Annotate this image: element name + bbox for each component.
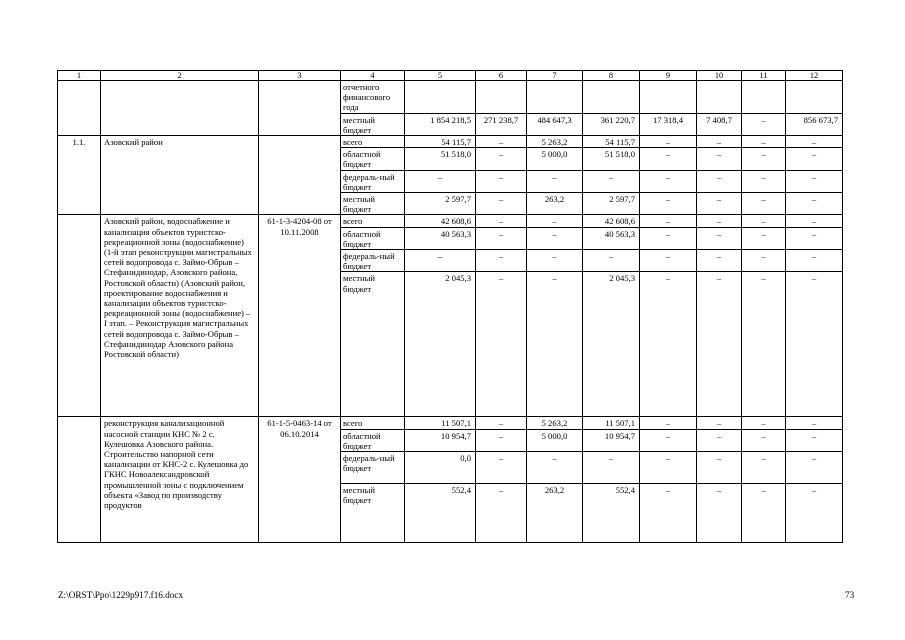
row-number xyxy=(58,215,101,417)
funding-source: областной бюджет xyxy=(341,227,405,249)
funding-source: местный бюджет xyxy=(341,484,405,543)
value-col-5: 42 608,6 xyxy=(405,215,476,227)
value-col-5: 2 597,7 xyxy=(405,193,476,215)
funding-source: областной бюджет xyxy=(341,148,405,170)
value-col-11 xyxy=(742,81,786,114)
value-col-6: – xyxy=(476,148,527,170)
value-col-12: – xyxy=(786,170,843,192)
value-col-10: – xyxy=(697,272,742,417)
row-number xyxy=(58,417,101,543)
column-header-12: 12 xyxy=(786,71,843,81)
column-header-1: 1 xyxy=(58,71,101,81)
value-col-11: – xyxy=(742,429,786,451)
row-number: 1.1. xyxy=(58,136,101,215)
value-col-5: 10 954,7 xyxy=(405,429,476,451)
value-col-6: – xyxy=(476,429,527,451)
table-row xyxy=(58,417,843,429)
funding-source: федераль-ный бюджет xyxy=(341,250,405,272)
value-col-7: 5 000,0 xyxy=(527,148,583,170)
value-col-7: 5 000,0 xyxy=(527,429,583,451)
value-col-8: – xyxy=(583,250,640,272)
value-col-9: – xyxy=(640,484,697,543)
value-col-10 xyxy=(697,81,742,114)
value-col-7: – xyxy=(527,452,583,484)
value-col-11: – xyxy=(742,113,786,135)
value-col-11: – xyxy=(742,272,786,417)
value-col-7: – xyxy=(527,227,583,249)
registration-code xyxy=(259,136,341,215)
value-col-12: – xyxy=(786,215,843,227)
budget-table xyxy=(57,70,843,543)
value-col-8: 2 597,7 xyxy=(583,193,640,215)
registration-code: 61-1-3-4204-08 от 10.11.2008 xyxy=(259,215,341,417)
value-col-8: 552,4 xyxy=(583,484,640,543)
value-col-8: 51 518,0 xyxy=(583,148,640,170)
value-col-12: – xyxy=(786,452,843,484)
funding-source: областной бюджет xyxy=(341,429,405,451)
value-col-12 xyxy=(786,81,843,114)
value-col-7 xyxy=(527,81,583,114)
value-col-5: 0,0 xyxy=(405,452,476,484)
value-col-7: 5 263,2 xyxy=(527,417,583,429)
value-col-6: 271 238,7 xyxy=(476,113,527,135)
table-row xyxy=(58,81,843,114)
value-col-8: 11 507,1 xyxy=(583,417,640,429)
object-name: Азовский район, водоснабжение и канализация объектов туристско-рекреационной зоны (водоснабжение) (1-й этап реконструкции магистральных сетей водопровода с. Займо-Обрыв – Стефанидинодар, Азовского района, Ростовской области) (Азовский район, проектирование водоснабжения и канализации объектов туристско-рекреационной зоны (водоснабжение) – I этап. – Реконструкция магистральных сетей водопровода с. Займо-Обрыв – Стефанидинодар Азовского района Ростовской области) xyxy=(101,215,259,417)
footer-file-path: Z:\ORST\Ppo\1229p917.f16.docx xyxy=(58,590,184,600)
value-col-9: – xyxy=(640,429,697,451)
value-col-11: – xyxy=(742,136,786,148)
funding-source: местный бюджет xyxy=(341,193,405,215)
value-col-12: – xyxy=(786,250,843,272)
value-col-9 xyxy=(640,81,697,114)
value-col-10: – xyxy=(697,148,742,170)
value-col-8 xyxy=(583,81,640,114)
funding-source: местный бюджет xyxy=(341,113,405,135)
value-col-8: 361 220,7 xyxy=(583,113,640,135)
value-col-10: – xyxy=(697,484,742,543)
value-col-11: – xyxy=(742,227,786,249)
value-col-7: 263,2 xyxy=(527,484,583,543)
table-row xyxy=(58,215,843,227)
column-header-4: 4 xyxy=(341,71,405,81)
value-col-8: – xyxy=(583,170,640,192)
column-number-row xyxy=(58,71,843,81)
registration-code: 61-1-5-0463-14 от 06.10.2014 xyxy=(259,417,341,543)
row-number xyxy=(58,81,101,136)
value-col-6: – xyxy=(476,452,527,484)
column-header-8: 8 xyxy=(583,71,640,81)
value-col-6: – xyxy=(476,484,527,543)
funding-source: всего xyxy=(341,136,405,148)
value-col-8: – xyxy=(583,452,640,484)
value-col-12: 856 673,7 xyxy=(786,113,843,135)
value-col-9: 17 318,4 xyxy=(640,113,697,135)
value-col-12: – xyxy=(786,148,843,170)
column-header-6: 6 xyxy=(476,71,527,81)
value-col-7: – xyxy=(527,170,583,192)
registration-code xyxy=(259,81,341,136)
value-col-10: – xyxy=(697,136,742,148)
value-col-9: – xyxy=(640,170,697,192)
value-col-9: – xyxy=(640,452,697,484)
column-header-7: 7 xyxy=(527,71,583,81)
value-col-6: – xyxy=(476,272,527,417)
column-header-5: 5 xyxy=(405,71,476,81)
value-col-9: – xyxy=(640,148,697,170)
column-header-11: 11 xyxy=(742,71,786,81)
value-col-9: – xyxy=(640,417,697,429)
value-col-11: – xyxy=(742,148,786,170)
value-col-5: 1 854 218,5 xyxy=(405,113,476,135)
value-col-11: – xyxy=(742,215,786,227)
value-col-9: – xyxy=(640,227,697,249)
value-col-7: 263,2 xyxy=(527,193,583,215)
value-col-7: 5 263,2 xyxy=(527,136,583,148)
value-col-10: – xyxy=(697,417,742,429)
funding-source: отчетного финансового года xyxy=(341,81,405,114)
value-col-12: – xyxy=(786,272,843,417)
value-col-10: – xyxy=(697,250,742,272)
value-col-6 xyxy=(476,81,527,114)
value-col-12: – xyxy=(786,429,843,451)
funding-source: всего xyxy=(341,215,405,227)
value-col-10: – xyxy=(697,429,742,451)
value-col-11: – xyxy=(742,484,786,543)
value-col-6: – xyxy=(476,215,527,227)
value-col-7: – xyxy=(527,250,583,272)
value-col-6: – xyxy=(476,170,527,192)
value-col-10: – xyxy=(697,193,742,215)
value-col-12: – xyxy=(786,227,843,249)
value-col-5: 51 518,0 xyxy=(405,148,476,170)
value-col-7: 484 647,3 xyxy=(527,113,583,135)
value-col-5: 40 563,3 xyxy=(405,227,476,249)
value-col-9: – xyxy=(640,250,697,272)
value-col-5: 11 507,1 xyxy=(405,417,476,429)
value-col-6: – xyxy=(476,193,527,215)
value-col-10: – xyxy=(697,215,742,227)
value-col-9: – xyxy=(640,215,697,227)
object-name: Азовский район xyxy=(101,136,259,215)
funding-source: федераль-ный бюджет xyxy=(341,452,405,484)
value-col-5: 552,4 xyxy=(405,484,476,543)
page-number: 73 xyxy=(845,590,855,600)
table-row xyxy=(58,136,843,148)
value-col-11: – xyxy=(742,250,786,272)
object-name: реконструкция канализационной насосной станции КНС № 2 с. Кулешовка Азовского района. Строительство напорной сети канализации от КНС-2 с. Кулешовка до ГКНС Новоалександровской промышленной зоны с подключением объекта «Завод по производству продуктов xyxy=(101,417,259,543)
funding-source: федераль-ный бюджет xyxy=(341,170,405,192)
value-col-8: 54 115,7 xyxy=(583,136,640,148)
value-col-11: – xyxy=(742,452,786,484)
column-header-3: 3 xyxy=(259,71,341,81)
value-col-11: – xyxy=(742,170,786,192)
column-header-9: 9 xyxy=(640,71,697,81)
value-col-11: – xyxy=(742,193,786,215)
value-col-12: – xyxy=(786,136,843,148)
value-col-10: – xyxy=(697,227,742,249)
value-col-6: – xyxy=(476,417,527,429)
value-col-6: – xyxy=(476,136,527,148)
object-name xyxy=(101,81,259,136)
funding-source: всего xyxy=(341,417,405,429)
value-col-12: – xyxy=(786,193,843,215)
value-col-10: – xyxy=(697,170,742,192)
value-col-11: – xyxy=(742,417,786,429)
value-col-12: – xyxy=(786,484,843,543)
value-col-5: 54 115,7 xyxy=(405,136,476,148)
value-col-8: 42 608,6 xyxy=(583,215,640,227)
value-col-5 xyxy=(405,81,476,114)
value-col-7: – xyxy=(527,215,583,227)
column-header-10: 10 xyxy=(697,71,742,81)
value-col-7: – xyxy=(527,272,583,417)
value-col-5: – xyxy=(405,250,476,272)
column-header-2: 2 xyxy=(101,71,259,81)
funding-source: местный бюджет xyxy=(341,272,405,417)
value-col-8: 10 954,7 xyxy=(583,429,640,451)
value-col-5: 2 045,3 xyxy=(405,272,476,417)
value-col-10: 7 408,7 xyxy=(697,113,742,135)
value-col-9: – xyxy=(640,193,697,215)
value-col-5: – xyxy=(405,170,476,192)
value-col-10: – xyxy=(697,452,742,484)
value-col-8: 40 563,3 xyxy=(583,227,640,249)
value-col-6: – xyxy=(476,250,527,272)
value-col-12: – xyxy=(786,417,843,429)
value-col-6: – xyxy=(476,227,527,249)
value-col-9: – xyxy=(640,136,697,148)
value-col-8: 2 045,3 xyxy=(583,272,640,417)
value-col-9: – xyxy=(640,272,697,417)
